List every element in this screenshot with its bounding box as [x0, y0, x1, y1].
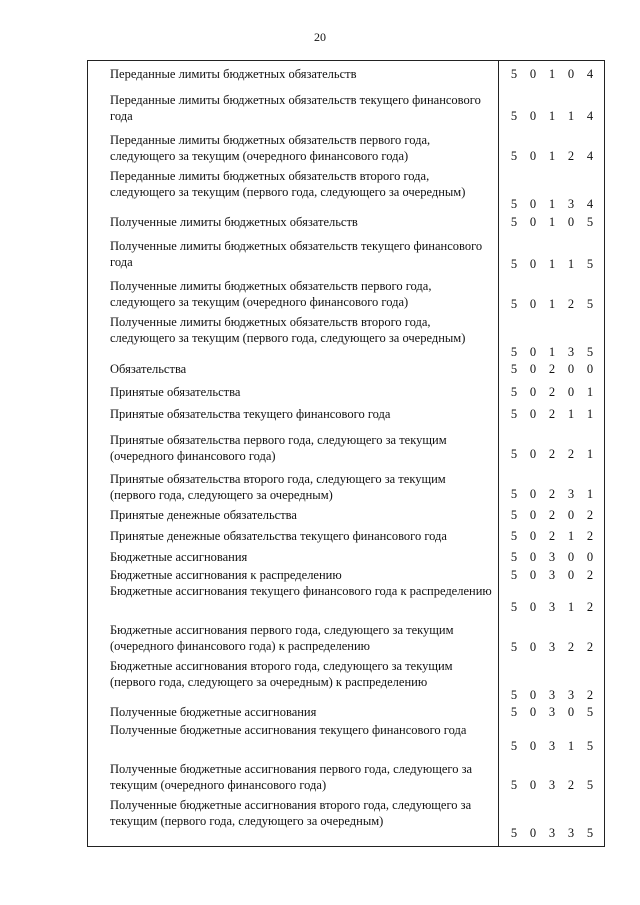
- account-code: 5 0 2 2 1: [510, 447, 594, 461]
- account-name: Бюджетные ассигнования второго года, следующего за текущим (первого года, следующего за очередным) к распределению: [110, 659, 453, 689]
- account-code: 5 0 2 0 0: [510, 362, 594, 376]
- account-code: 5 0 2 1 1: [510, 407, 594, 421]
- table-right-border: [604, 61, 605, 846]
- account-name: Принятые обязательства: [110, 385, 241, 399]
- page-number: 20: [314, 30, 326, 44]
- account-name: Переданные лимиты бюджетных обязательств второго года, следующего за текущим (первого года, следующего за очередным): [110, 169, 466, 199]
- account-code: 5 0 3 0 0: [510, 550, 594, 564]
- account-name: Принятые обязательства второго года, следующего за текущим (первого года, следующего за очередным): [110, 472, 446, 502]
- accounts-table: [87, 60, 605, 847]
- account-code: 5 0 3 1 2: [510, 600, 594, 614]
- account-name: Полученные лимиты бюджетных обязательств: [110, 215, 358, 229]
- account-name: Полученные лимиты бюджетных обязательств первого года, следующего за текущим (очередного финансового года): [110, 279, 432, 309]
- table-column-divider: [498, 61, 499, 846]
- account-name: Принятые денежные обязательства текущего финансового года: [110, 529, 447, 543]
- account-code: 5 0 3 3 5: [510, 826, 594, 840]
- account-code: 5 0 1 2 5: [510, 297, 594, 311]
- account-name: Полученные бюджетные ассигнования второго года, следующего за текущим (первого года, следующего за очередным): [110, 798, 472, 828]
- account-code: 5 0 3 1 5: [510, 739, 594, 753]
- account-code: 5 0 3 0 2: [510, 568, 594, 582]
- account-code: 5 0 2 1 2: [510, 529, 594, 543]
- account-code: 5 0 2 0 1: [510, 385, 594, 399]
- account-code: 5 0 1 0 4: [510, 67, 594, 81]
- account-name: Переданные лимиты бюджетных обязательств текущего финансового года: [110, 93, 481, 123]
- table-left-border: [87, 61, 88, 846]
- account-name: Полученные бюджетные ассигнования первого года, следующего за текущим (очередного финансового года): [110, 762, 473, 792]
- account-name: Обязательства: [110, 362, 187, 376]
- account-name: Принятые денежные обязательства: [110, 508, 297, 522]
- account-name: Полученные бюджетные ассигнования: [110, 705, 317, 719]
- account-name: Принятые обязательства первого года, следующего за текущим (очередного финансового года): [110, 433, 447, 463]
- account-name: Бюджетные ассигнования текущего финансового года к распределению: [110, 584, 492, 598]
- account-code: 5 0 3 2 2: [510, 640, 594, 654]
- account-name: Переданные лимиты бюджетных обязательств первого года, следующего за текущим (очередного финансового года): [110, 133, 431, 163]
- account-code: 5 0 1 3 5: [510, 345, 594, 359]
- account-code: 5 0 1 2 4: [510, 149, 594, 163]
- account-name: Полученные лимиты бюджетных обязательств текущего финансового года: [110, 239, 483, 269]
- account-code: 5 0 1 3 4: [510, 197, 594, 211]
- account-name: Переданные лимиты бюджетных обязательств: [110, 67, 357, 81]
- account-code: 5 0 1 1 5: [510, 257, 594, 271]
- account-name: Бюджетные ассигнования к распределению: [110, 568, 342, 582]
- account-code: 5 0 3 2 5: [510, 778, 594, 792]
- account-name: Полученные лимиты бюджетных обязательств второго года, следующего за текущим (первого года, следующего за очередным): [110, 315, 466, 345]
- account-name: Бюджетные ассигнования: [110, 550, 248, 564]
- account-name: Бюджетные ассигнования первого года, следующего за текущим (очередного финансового года) к распределению: [110, 623, 454, 653]
- account-code: 5 0 2 3 1: [510, 487, 594, 501]
- account-code: 5 0 1 1 4: [510, 109, 594, 123]
- account-name: Полученные бюджетные ассигнования текущего финансового года: [110, 723, 467, 737]
- account-code: 5 0 2 0 2: [510, 508, 594, 522]
- account-code: 5 0 3 3 2: [510, 688, 594, 702]
- account-code: 5 0 3 0 5: [510, 705, 594, 719]
- account-code: 5 0 1 0 5: [510, 215, 594, 229]
- account-name: Принятые обязательства текущего финансового года: [110, 407, 391, 421]
